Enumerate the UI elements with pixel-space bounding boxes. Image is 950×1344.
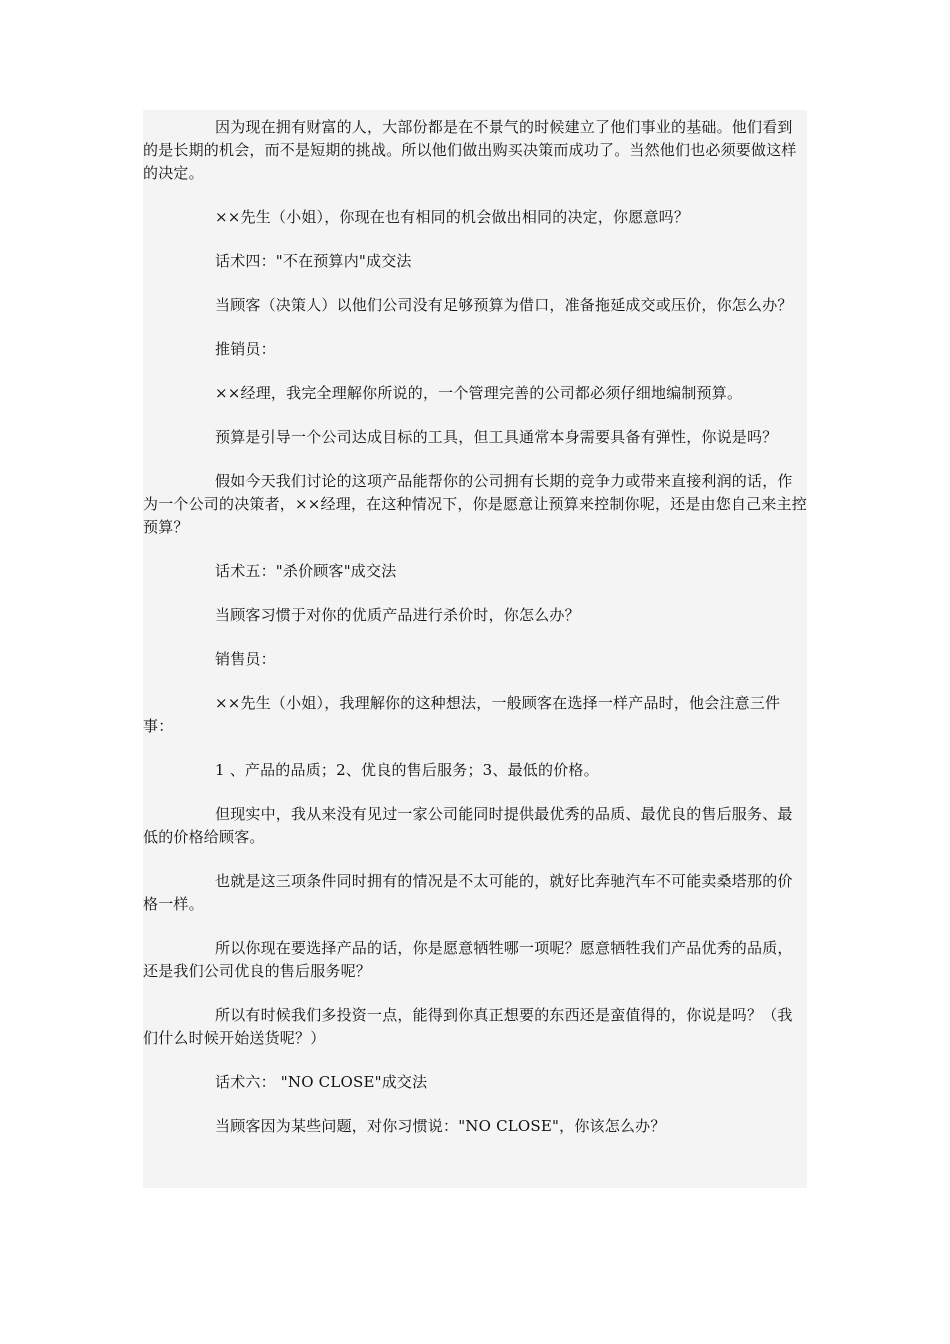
label-sales-rep: 销售员： — [215, 650, 276, 668]
heading-script-six: 话术六： "NO CLOSE"成交法 — [215, 1073, 428, 1091]
paragraph-impossible: 也就是这三项条件同时拥有的情况是不太可能的，就好比奔驰汽车不可能卖桑塔那的价格一样。 — [143, 872, 793, 913]
paragraph-bargaining: 当顾客习惯于对你的优质产品进行杀价时，你怎么办？ — [215, 606, 580, 624]
heading-script-five: 话术五："杀价顾客"成交法 — [215, 562, 397, 580]
paragraph-invest-more: 所以有时候我们多投资一点，能得到你真正想要的东西还是蛮值得的，你说是吗？（我们什么时候开始送货呢？） — [143, 1006, 793, 1047]
heading-script-four: 话术四："不在预算内"成交法 — [215, 252, 412, 270]
paragraph-three-things: ××先生（小姐），我理解你的这种想法，一般顾客在选择一样产品时，他会注意三件事： — [143, 694, 781, 735]
paragraph-budget-tool: 预算是引导一个公司达成目标的工具，但工具通常本身需要具备有弹性，你说是吗？ — [215, 428, 778, 446]
paragraph-same-opportunity: ××先生（小姐），你现在也有相同的机会做出相同的决定，你愿意吗？ — [215, 208, 690, 226]
label-salesperson: 推销员： — [215, 340, 276, 358]
paragraph-wealthy-people: 因为现在拥有财富的人，大部份都是在不景气的时候建立了他们事业的基础。他们看到的是长期的机会，而不是短期的挑战。所以他们做出购买决策而成功了。当然他们也必须要做这样的决定。 — [143, 118, 797, 182]
document-text-block — [143, 110, 807, 1188]
paragraph-three-items-list: 1 、产品的品质；2、优良的售后服务；3、最低的价格。 — [215, 761, 599, 779]
paragraph-no-close: 当顾客因为某些问题，对你习惯说："NO CLOSE"，你该怎么办？ — [215, 1117, 666, 1135]
paragraph-sacrifice: 所以你现在要选择产品的话，你是愿意牺牲哪一项呢？愿意牺牲我们产品优秀的品质，还是我们公司优良的售后服务呢？ — [143, 939, 793, 980]
paragraph-manager-understand: ××经理，我完全理解你所说的，一个管理完善的公司都必须仔细地编制预算。 — [215, 384, 743, 402]
paragraph-budget-control: 假如今天我们讨论的这项产品能帮你的公司拥有长期的竞争力或带来直接利润的话，作为一个公司的决策者，××经理，在这种情况下，你是愿意让预算来控制你呢，还是由您自己来主控预算？ — [143, 472, 807, 536]
paragraph-reality: 但现实中，我从来没有见过一家公司能同时提供最优秀的品质、最优良的售后服务、最低的价格给顾客。 — [143, 805, 793, 846]
paragraph-budget-excuse: 当顾客（决策人）以他们公司没有足够预算为借口，准备拖延成交或压价，你怎么办？ — [215, 296, 793, 314]
